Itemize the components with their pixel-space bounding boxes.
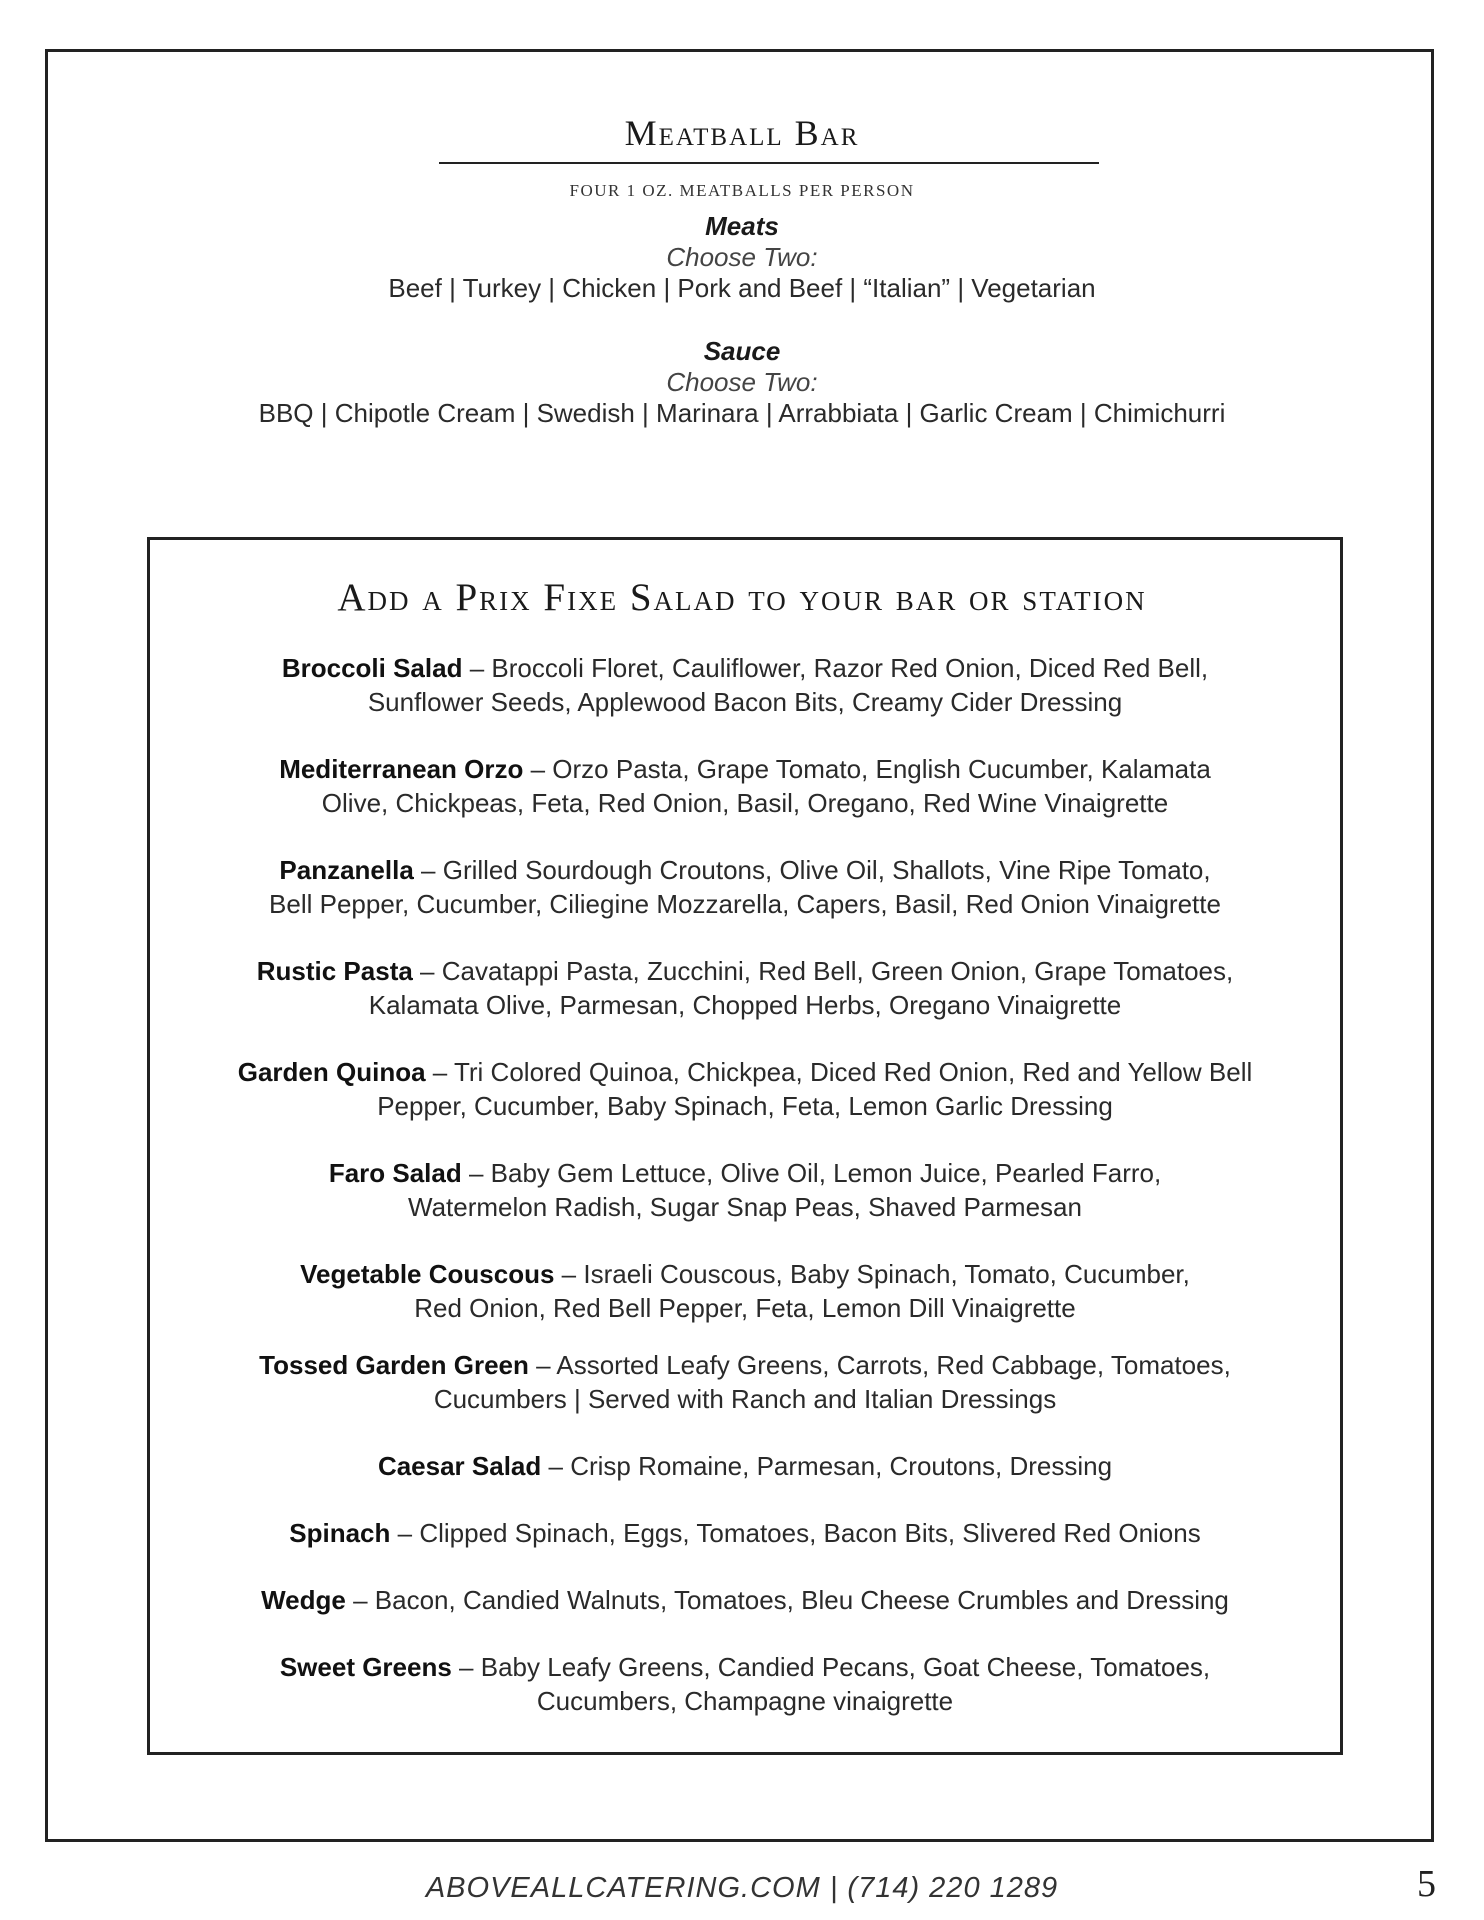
meats-section [0,211,1484,304]
salad-description: Crisp Romaine, Parmesan, Croutons, Dressing [570,1451,1113,1481]
salad-name: Caesar Salad [377,1451,542,1481]
meatball-bar-subtitle: FOUR 1 OZ. MEATBALLS PER PERSON [569,181,915,200]
salad-item: Mediterranean Orzo – Orzo Pasta, Grape Tomato, English Cucumber, Kalamata Olive, Chickpeas, Feta, Red Onion, Basil, Oregano, Red Wine Vinaigrette [170,752,1320,820]
salad-name: Wedge [261,1585,346,1615]
salad-description-line2: Pepper, Cucumber, Baby Spinach, Feta, Lemon Garlic Dressing [377,1091,1113,1121]
salad-name: Panzanella [279,855,414,885]
salad-name: Sweet Greens [279,1652,452,1682]
salad-name: Mediterranean Orzo [279,754,524,784]
sauce-instruction: Choose Two: [666,367,818,397]
salad-name: Tossed Garden Green [259,1350,529,1380]
salad-item: Panzanella – Grilled Sourdough Croutons, Olive Oil, Shallots, Vine Ripe Tomato, Bell Pepper, Cucumber, Ciliegine Mozzarella, Capers, Basil, Red Onion Vinaigrette [170,853,1320,921]
salad-description: Bacon, Candied Walnuts, Tomatoes, Bleu Cheese Crumbles and Dressing [374,1585,1229,1615]
salad-item: Broccoli Salad – Broccoli Floret, Cauliflower, Razor Red Onion, Diced Red Bell, Sunflower Seeds, Applewood Bacon Bits, Creamy Cider Dressing [170,651,1320,719]
salad-section-title: Add a Prix Fixe Salad to your bar or station [337,576,1147,619]
meatball-bar-title: Meatball Bar [624,113,860,153]
salad-description: Israeli Couscous, Baby Spinach, Tomato, Cucumber, [583,1259,1190,1289]
salad-description-line2: Cucumbers, Champagne vinaigrette [536,1686,954,1716]
sauce-section [0,336,1484,429]
salad-description: Assorted Leafy Greens, Carrots, Red Cabbage, Tomatoes, [556,1350,1231,1380]
salad-item: Faro Salad – Baby Gem Lettuce, Olive Oil, Lemon Juice, Pearled Farro, Watermelon Radish, Sugar Snap Peas, Shaved Parmesan [170,1156,1320,1224]
title-divider [439,162,1099,164]
meats-instruction: Choose Two: [666,242,818,272]
footer-contact: ABOVEALLCATERING.COM | (714) 220 1289 [425,1872,1059,1904]
meats-options: Beef | Turkey | Chicken | Pork and Beef | “Italian” | Vegetarian [388,273,1096,303]
salad-description-line2: Olive, Chickpeas, Feta, Red Onion, Basil, Oregano, Red Wine Vinaigrette [321,788,1169,818]
salad-description: Baby Leafy Greens, Candied Pecans, Goat Cheese, Tomatoes, [480,1652,1211,1682]
salad-name: Faro Salad [328,1158,462,1188]
salad-name: Rustic Pasta [256,956,413,986]
salad-description: Broccoli Floret, Cauliflower, Razor Red Onion, Diced Red Bell, [491,653,1209,683]
salad-description: Orzo Pasta, Grape Tomato, English Cucumber, Kalamata [552,754,1211,784]
salad-name: Vegetable Couscous [300,1259,555,1289]
salad-description-line2: Cucumbers | Served with Ranch and Italian Dressings [433,1384,1057,1414]
salad-description: Cavatappi Pasta, Zucchini, Red Bell, Green Onion, Grape Tomatoes, [441,956,1234,986]
salad-description: Clipped Spinach, Eggs, Tomatoes, Bacon Bits, Slivered Red Onions [419,1518,1201,1548]
salad-description: Grilled Sourdough Croutons, Olive Oil, Shallots, Vine Ripe Tomato, [442,855,1211,885]
salad-description-line2: Watermelon Radish, Sugar Snap Peas, Shaved Parmesan [408,1192,1082,1222]
salad-name: Spinach [289,1518,391,1548]
salad-item: Rustic Pasta – Cavatappi Pasta, Zucchini, Red Bell, Green Onion, Grape Tomatoes, Kalamata Olive, Parmesan, Chopped Herbs, Oregano Vinaigrette [170,954,1320,1022]
salad-item: Wedge – Bacon, Candied Walnuts, Tomatoes, Bleu Cheese Crumbles and Dressing [261,1585,1229,1615]
salad-description: Baby Gem Lettuce, Olive Oil, Lemon Juice, Pearled Farro, [490,1158,1162,1188]
meats-heading: Meats [705,211,779,241]
page-number: 5 [1417,1863,1436,1905]
sauce-heading: Sauce [703,336,781,366]
salad-name: Garden Quinoa [237,1057,426,1087]
salad-item: Sweet Greens – Baby Leafy Greens, Candied Pecans, Goat Cheese, Tomatoes, Cucumbers, Champagne vinaigrette [170,1650,1320,1718]
salad-description-line2: Kalamata Olive, Parmesan, Chopped Herbs, Oregano Vinaigrette [368,990,1122,1020]
sauce-options: BBQ | Chipotle Cream | Swedish | Marinara | Arrabbiata | Garlic Cream | Chimichurri [258,398,1226,428]
salad-item: Spinach – Clipped Spinach, Eggs, Tomatoes, Bacon Bits, Slivered Red Onions [289,1518,1201,1548]
salad-description: Tri Colored Quinoa, Chickpea, Diced Red Onion, Red and Yellow Bell [453,1057,1253,1087]
salad-item: Vegetable Couscous – Israeli Couscous, Baby Spinach, Tomato, Cucumber, Red Onion, Red Bell Pepper, Feta, Lemon Dill Vinaigrette [170,1257,1320,1325]
salad-name: Broccoli Salad [281,653,463,683]
salad-description-line2: Red Onion, Red Bell Pepper, Feta, Lemon Dill Vinaigrette [414,1293,1076,1323]
salad-item: Caesar Salad – Crisp Romaine, Parmesan, Croutons, Dressing [377,1451,1113,1481]
salad-box [147,537,1343,1755]
salad-item: Garden Quinoa – Tri Colored Quinoa, Chickpea, Diced Red Onion, Red and Yellow Bell Pepper, Cucumber, Baby Spinach, Feta, Lemon Garlic Dressing [170,1055,1320,1123]
salad-item: Tossed Garden Green – Assorted Leafy Greens, Carrots, Red Cabbage, Tomatoes, Cucumbers | Served with Ranch and Italian Dressings [170,1348,1320,1416]
salad-description-line2: Sunflower Seeds, Applewood Bacon Bits, Creamy Cider Dressing [367,687,1123,717]
salad-description-line2: Bell Pepper, Cucumber, Ciliegine Mozzarella, Capers, Basil, Red Onion Vinaigrette [269,889,1221,919]
